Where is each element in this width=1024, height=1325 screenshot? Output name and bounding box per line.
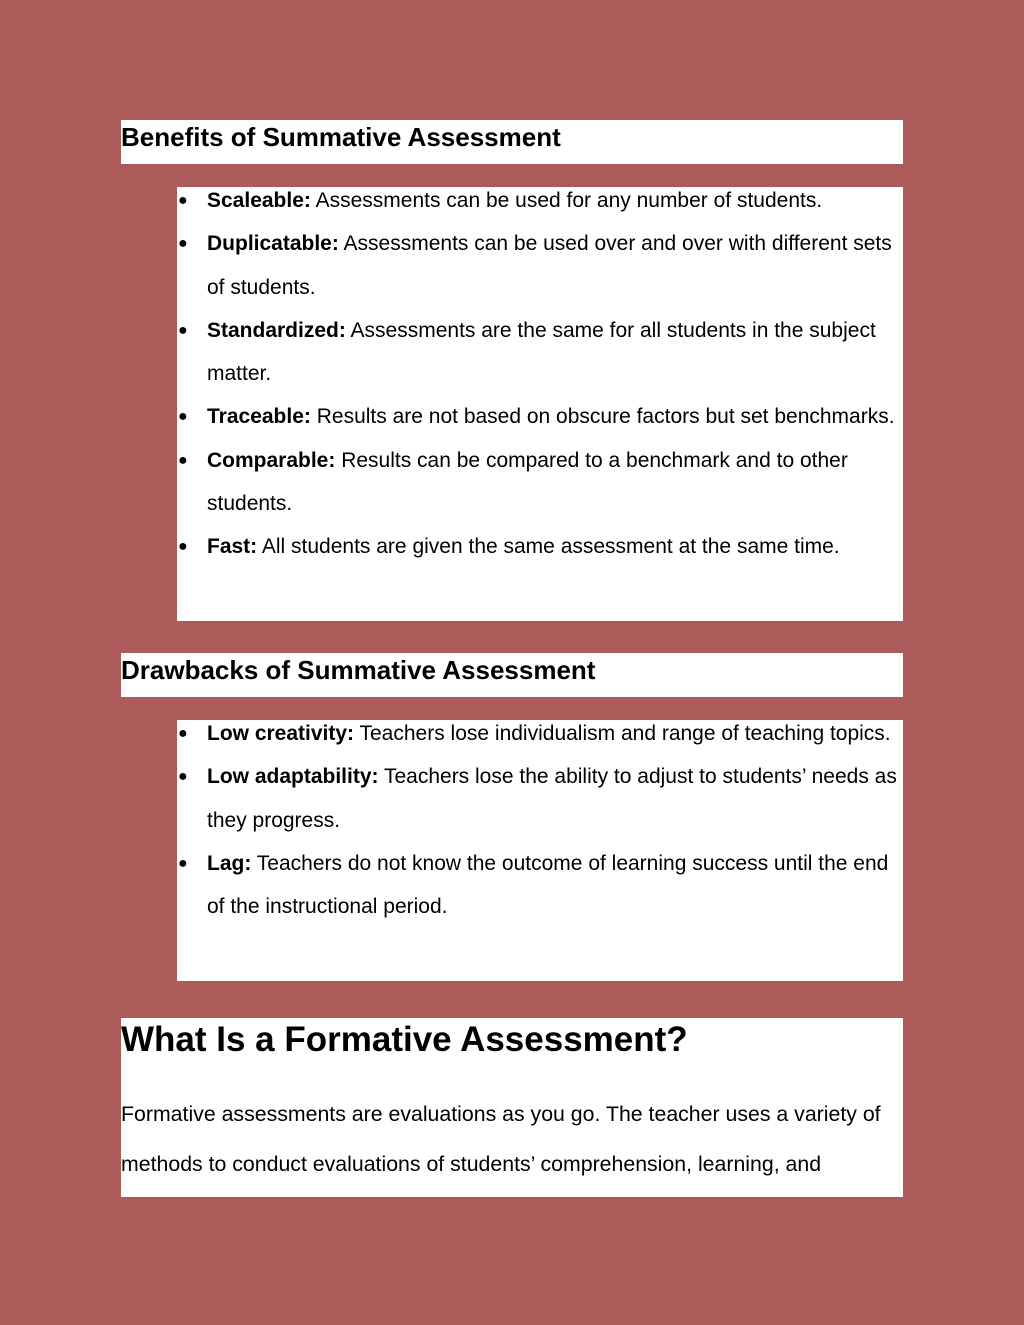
list-item	[177, 755, 903, 842]
item-text: Teachers lose the ability to adjust to students’ needs as they progress.	[207, 765, 897, 832]
formative-block	[121, 1018, 903, 1197]
item-text: Teachers lose individualism and range of teaching topics.	[354, 722, 891, 745]
item-term: Duplicatable:	[207, 232, 339, 256]
bullet-icon: ●	[178, 451, 188, 469]
benefits-list	[177, 179, 903, 569]
item-term: Comparable:	[207, 448, 336, 472]
item-term: Fast:	[207, 535, 258, 559]
item-term: Traceable:	[207, 405, 311, 429]
formative-heading: What Is a Formative Assessment?	[121, 1020, 688, 1059]
list-item	[177, 309, 903, 396]
item-text: All students are given the same assessment at the same time.	[257, 535, 840, 559]
item-text: Teachers do not know the outcome of learning success until the end of the instructional period.	[207, 851, 889, 919]
formative-paragraph: Formative assessments are evaluations as you go. The teacher uses a variety of methods to conduct evaluations of students’ comprehension, learning, and	[121, 1102, 881, 1176]
list-item	[177, 842, 903, 929]
bullet-icon: ●	[178, 725, 188, 742]
bullet-icon: ●	[178, 321, 188, 339]
list-item	[177, 712, 903, 755]
benefits-list-block	[177, 187, 903, 621]
item-text: Assessments can be used for any number of students.	[310, 189, 823, 212]
drawbacks-heading-block	[121, 653, 903, 697]
item-term: Low adaptability:	[207, 765, 379, 789]
item-text: Results are not based on obscure factors but set benchmarks.	[310, 405, 895, 429]
bullet-icon: ●	[178, 408, 188, 426]
bullet-icon: ●	[178, 854, 188, 872]
drawbacks-list-block	[177, 720, 903, 981]
list-item	[177, 395, 903, 438]
list-item	[177, 222, 903, 309]
list-item	[177, 525, 903, 568]
benefits-heading: Benefits of Summative Assessment	[121, 122, 561, 152]
item-text: Assessments can be used over and over with different sets of students.	[207, 232, 892, 299]
bullet-icon: ●	[178, 768, 188, 786]
benefits-heading-block	[121, 120, 903, 164]
item-term: Standardized:	[207, 318, 346, 342]
drawbacks-list	[177, 712, 903, 928]
list-item	[177, 439, 903, 526]
bullet-icon: ●	[178, 192, 188, 209]
item-term: Lag:	[207, 851, 252, 875]
item-text: Assessments are the same for all students in the subject matter.	[207, 318, 876, 386]
bullet-icon: ●	[178, 235, 188, 253]
bullet-icon: ●	[178, 538, 188, 556]
item-term: Scaleable:	[207, 189, 311, 212]
item-term: Low creativity:	[207, 722, 355, 745]
drawbacks-heading: Drawbacks of Summative Assessment	[121, 655, 596, 685]
list-item	[177, 179, 903, 222]
item-text: Results can be compared to a benchmark and to other students.	[207, 448, 848, 516]
